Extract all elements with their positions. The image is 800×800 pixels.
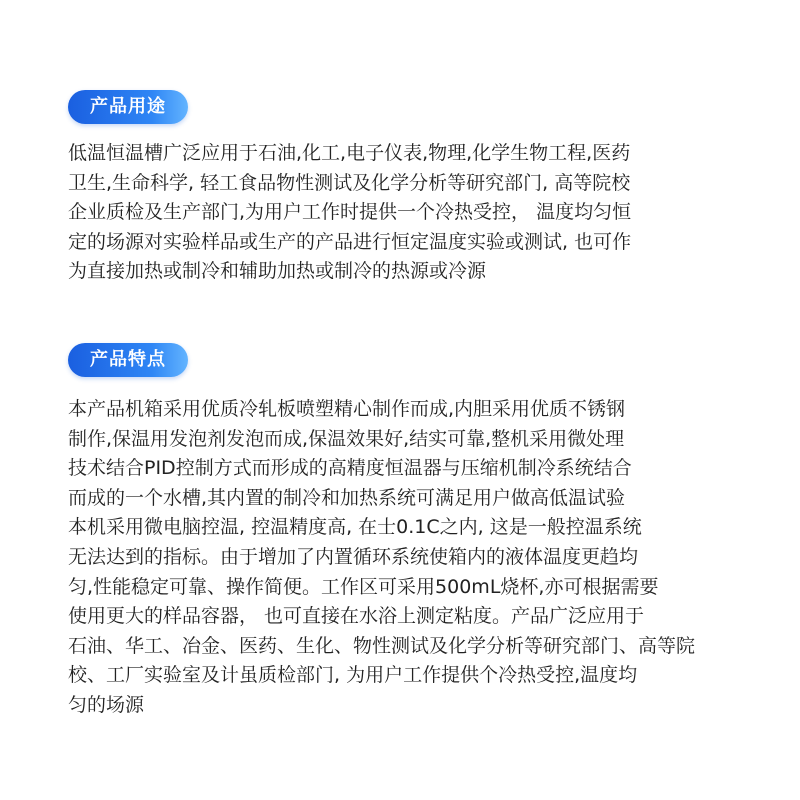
usage-line: 定的场源对实验样品或生产的产品进行恒定温度实验或测试, 也可作 [68,230,632,253]
features-line: 技术结合PID控制方式而形成的高精度恒温器与压缩机制冷系统结合 [68,457,632,480]
features-line: 本产品机箱采用优质冷轧板喷塑精心制作而成,内胆采用优质不锈钢 [68,398,626,420]
usage-heading-badge: 产品用途 [68,90,188,124]
features-line: 匀,性能稳定可靠、操作简便。工作区可采用500mL烧杯,亦可根据需要 [68,575,659,598]
features-heading-badge: 产品特点 [68,343,188,377]
features-line: 校、工厂实验室及计虽质检部门, 为用户工作提供个冷热受控,温度均 [68,664,638,687]
usage-line: 低温恒温槽广泛应用于石油,化工,电子仪表,物理,化学生物工程,医药 [68,142,631,164]
usage-section [68,90,748,287]
features-line: 制作,保温用发泡剂发泡而成,保温效果好,结实可靠,整机采用微处理 [68,427,625,450]
features-line: 本机采用微电脑控温, 控温精度高, 在士0.1C之内, 这是一般控温系统 [68,516,642,539]
features-line: 无法达到的指标。由于增加了内置循环系统使箱内的液体温度更趋均 [68,545,639,568]
usage-line: 为直接加热或制冷和辅助加热或制冷的热源或冷源 [68,260,487,283]
features-line: 而成的一个水槽,其内置的制冷和加热系统可满足用户做高低温试验 [68,486,626,509]
features-section [68,343,748,721]
usage-line: 企业质检及生产部门,为用户工作时提供一个冷热受控， 温度均匀恒 [68,201,632,224]
usage-line: 卫生,生命科学, 轻工食品物性测试及化学分析等研究部门, 高等院校 [68,171,631,194]
features-paragraph [68,395,748,721]
usage-paragraph [68,139,748,287]
features-line: 使用更大的样品容器， 也可直接在水浴上测定粘度。产品广泛应用于 [68,605,645,628]
features-line: 石油、华工、冶金、医药、生化、物性测试及化学分析等研究部门、高等院 [68,634,696,657]
features-line: 匀的场源 [68,693,145,716]
